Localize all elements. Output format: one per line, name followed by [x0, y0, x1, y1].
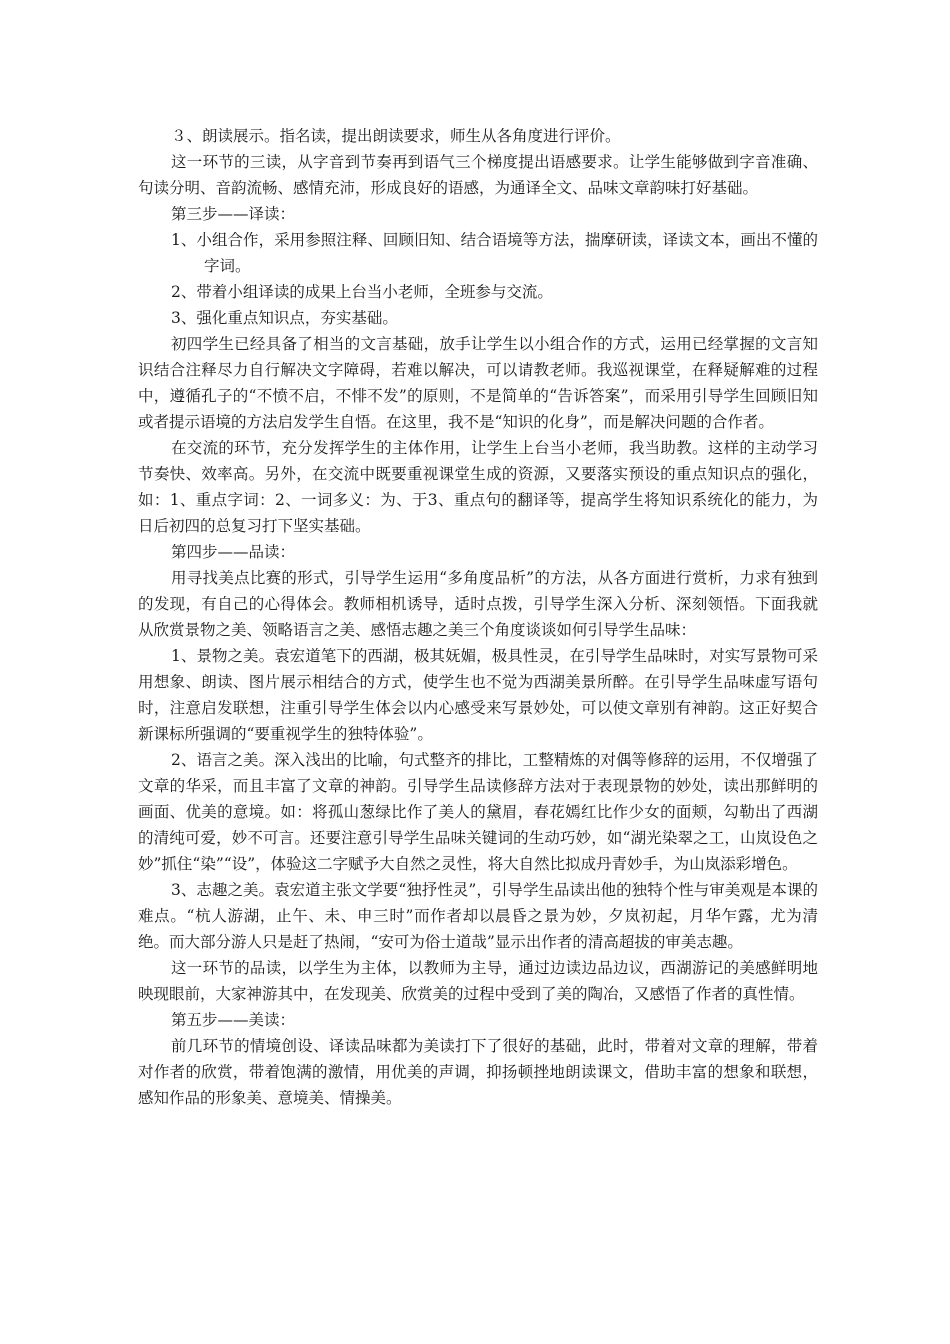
heading-step-four: 第四步——品读： — [171, 543, 296, 561]
paragraph-exchange: 在交流的环节，充分发挥学生的主体作用，让学生上台当小老师，我当助教。这样的主动学习节奏快、效率高。另外，在交流中既要重视课堂生成的资源，又要落实预设的重点知识点的强化，如：1、重点字词：2、一词多义：为、于3、重点句的翻译等，提高学生将知识系统化的能力，为日后初四的总复习打下坚实基础。 — [138, 439, 818, 535]
paragraph-tasting-summary: 这一环节的品读，以学生为主体，以教师为主导，通过边读边品边议，西湖游记的美感鲜明地映现眼前，大家神游其中，在发现美、欣赏美的过程中受到了美的陶冶，又感悟了作者的真性情。 — [138, 959, 818, 1003]
paragraph-scenery-beauty: 1、景物之美。袁宏道笔下的西湖，极其妩媚，极具性灵，在引导学生品味时，对实写景物可采用想象、朗读、图片展示相结合的方式，使学生也不觉为西湖美景所醉。在引导学生品味虚写语句时，注意启发联想，注重引导学生体会以内心感受来写景妙处，可以使文章别有神韵。这正好契合新课标所强调的“要重视学生的独特体验”。 — [138, 647, 818, 743]
paragraph-reading-display: ３、朗读展示。指名读，提出朗读要求，师生从各角度进行评价。 — [171, 127, 621, 145]
list-item-group-work: 1、小组合作，采用参照注释、回顾旧知、结合语境等方法，揣摩研读，译读文本，画出不懂的字词。 — [171, 231, 818, 275]
document-body — [138, 123, 818, 1111]
paragraph-student-foundation: 初四学生已经具备了相当的文言基础，放手让学生以小组合作的方式，运用已经掌握的文言知识结合注释尽力自行解决文字障碍，若难以解决，可以请教老师。我巡视课堂，在释疑解难的过程中，遵循孔子的“不愤不启，不悱不发”的原则，不是简单的“告诉答案”，而采用引导学生回顾旧知或者提示语境的方法启发学生自悟。在这里，我不是“知识的化身”，而是解决问题的合作者。 — [138, 335, 818, 431]
list-item-mini-teacher: 2、带着小组译读的成果上台当小老师，全班参与交流。 — [171, 283, 553, 301]
heading-step-three: 第三步——译读： — [171, 205, 296, 223]
paragraph-interest-beauty: 3、志趣之美。袁宏道主张文学要“独抒性灵”，引导学生品读出他的独特个性与审美观是本课的难点。“杭人游湖，止午、未、申三时”而作者却以晨昏之景为妙，夕岚初起，月华乍露，尤为清绝。而大部分游人只是赶了热闹，“安可为俗士道哉”显示出作者的清高超拔的审美志趣。 — [138, 881, 818, 951]
paragraph-language-beauty: 2、语言之美。深入浅出的比喻，句式整齐的排比，工整精炼的对偶等修辞的运用，不仅增强了文章的华采，而且丰富了文章的神韵。引导学生品读修辞方法对于表现景物的妙处，读出那鲜明的画面、优美的意境。如：将孤山葱绿比作了美人的黛眉，春花嫣红比作少女的面颊，勾勒出了西湖的清纯可爱，妙不可言。还要注意引导学生品味关键词的生动巧妙，如“湖光染翠之工，山岚设色之妙”抓住“染”“设”，体验这二字赋予大自然之灵性，将大自然比拟成丹青妙手，为山岚添彩增色。 — [138, 751, 818, 873]
paragraph-three-readings: 这一环节的三读，从字音到节奏再到语气三个梯度提出语感要求。让学生能够做到字音准确、句读分明、音韵流畅、感情充沛，形成良好的语感，为通译全文、品味文章韵味打好基础。 — [138, 153, 818, 197]
paragraph-beauty-contest: 用寻找美点比赛的形式，引导学生运用“多角度品析”的方法，从各方面进行赏析，力求有独到的发现，有自己的心得体会。教师相机诱导，适时点拨，引导学生深入分析、深刻领悟。下面我就从欣赏景物之美、领略语言之美、感悟志趣之美三个角度谈谈如何引导学生品味： — [138, 569, 818, 639]
list-item-key-points: 3、强化重点知识点，夯实基础。 — [171, 309, 398, 327]
paragraph-beautiful-reading: 前几环节的情境创设、译读品味都为美读打下了很好的基础，此时，带着对文章的理解，带着对作者的欣赏，带着饱满的激情，用优美的声调，抑扬顿挫地朗读课文，借助丰富的想象和联想，感知作品的形象美、意境美、情操美。 — [138, 1037, 818, 1107]
heading-step-five: 第五步——美读： — [171, 1011, 296, 1029]
